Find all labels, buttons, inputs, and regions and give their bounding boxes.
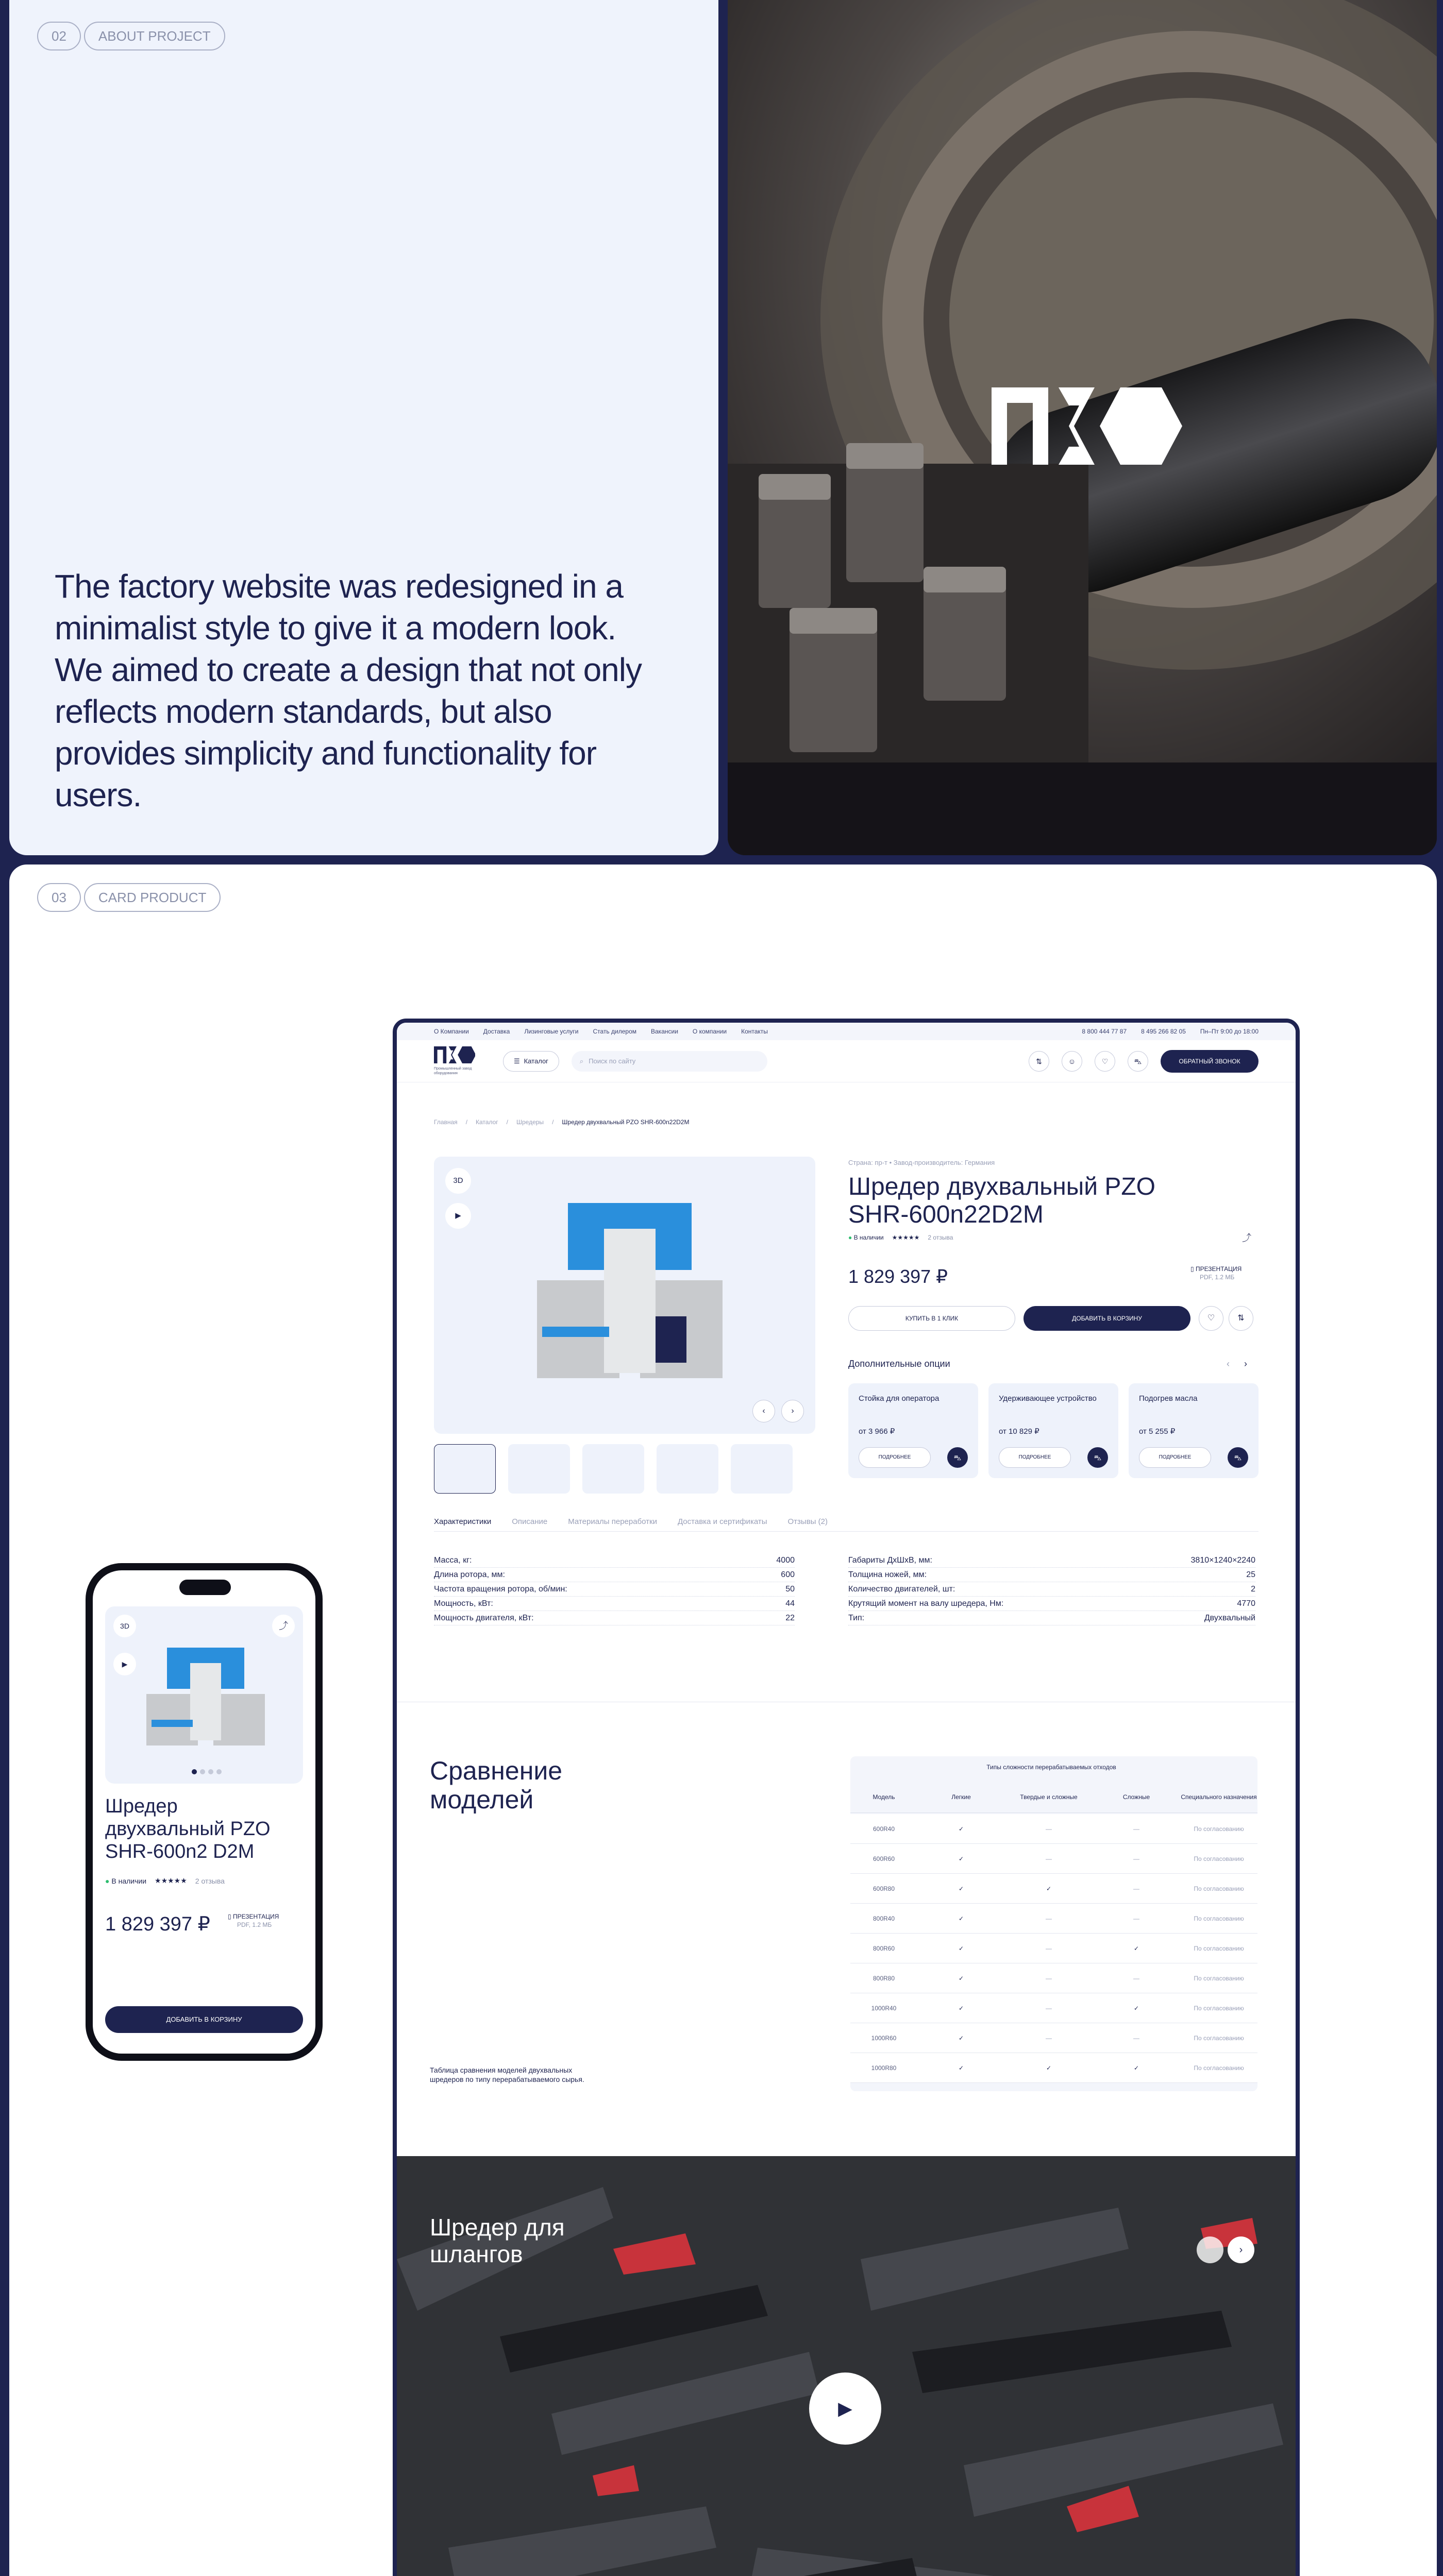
product-tabs	[434, 1517, 1259, 1532]
table-cell: —	[1133, 1974, 1139, 1982]
table-cell: —	[1046, 1825, 1052, 1833]
play-icon[interactable]: ▶	[113, 1653, 136, 1675]
thumbnail[interactable]	[657, 1444, 718, 1494]
phone-number[interactable]: 8 495 266 82 05	[1141, 1028, 1186, 1035]
share-icon[interactable]: ⤴	[272, 1615, 295, 1637]
topbar-link[interactable]: Лизинговые услуги	[524, 1028, 579, 1035]
cart-icon: ⛍	[1228, 1447, 1248, 1468]
column-header: Модель	[872, 1793, 895, 1801]
shredder-image	[527, 1198, 733, 1394]
play-button[interactable]: ▶	[809, 2372, 881, 2445]
table-row	[850, 1844, 1257, 1874]
spec-row: Мощность двигателя, кВт: 22	[434, 1611, 795, 1625]
video-prev-icon[interactable]	[1197, 2236, 1223, 2263]
rating-stars: ★★★★★	[155, 1876, 187, 1885]
pzo-logo-icon	[434, 1046, 475, 1064]
table-cell: ✓	[1046, 2064, 1052, 2072]
share-icon[interactable]: ⤴	[1242, 1233, 1251, 1243]
topbar-link[interactable]: Доставка	[483, 1028, 510, 1035]
table-cell: 1000R60	[871, 2034, 897, 2042]
option-card[interactable]: Подогрев масла от 5 255 ₽ ПОДРОБНЕЕ ⛍	[1129, 1383, 1259, 1478]
topbar-link[interactable]: О компании	[692, 1028, 727, 1035]
options-list	[848, 1383, 1259, 1478]
tab-characteristics[interactable]: Характеристики	[434, 1517, 492, 1526]
breadcrumb-item[interactable]: Шредеры	[516, 1118, 544, 1126]
video-next-icon[interactable]: ›	[1228, 2236, 1254, 2263]
table-row	[850, 1963, 1257, 1993]
callback-button[interactable]: ОБРАТНЫЙ ЗВОНОК	[1161, 1050, 1259, 1073]
specs-left	[434, 1553, 795, 1625]
favorite-icon[interactable]: ♡	[1095, 1051, 1115, 1072]
table-row	[850, 2023, 1257, 2053]
spec-row: Масса, кг: 4000	[434, 1553, 795, 1568]
topbar-link[interactable]: Стать дилером	[593, 1028, 636, 1035]
gallery-thumbnails	[434, 1444, 793, 1494]
stock-status: ● В наличии	[105, 1876, 147, 1885]
table-cell: —	[1046, 1974, 1052, 1982]
table-cell: ✓	[1046, 1885, 1052, 1892]
table-cell: 1000R80	[871, 2064, 897, 2072]
spec-row: Габариты ДхШхВ, мм: 3810×1240×2240	[848, 1553, 1255, 1568]
reviews-link[interactable]: 2 отзыва	[195, 1876, 225, 1885]
menu-icon: ☰	[514, 1057, 520, 1065]
rating-stars: ★★★★★	[892, 1234, 920, 1241]
table-cell: 800R40	[872, 1914, 895, 1922]
table-cell: ✓	[958, 1974, 964, 1982]
product-title: Шредер двухвальный PZO SHR-600n22D2M	[848, 1173, 1156, 1228]
table-cell: —	[1133, 1914, 1139, 1922]
phone-price: 1 829 397 ₽	[105, 1913, 210, 1935]
tab-delivery[interactable]: Доставка и сертификаты	[677, 1517, 767, 1526]
search-icon: ⌕	[579, 1057, 584, 1065]
table-cell: ✓	[958, 2034, 964, 2042]
spec-row: Толщина ножей, мм: 25	[848, 1568, 1255, 1582]
document-icon: ▯	[1190, 1265, 1196, 1273]
breadcrumb: Главная / Каталог / Шредеры / Шредер двухвальный PZO SHR-600n22D2M	[434, 1118, 690, 1126]
table-cell: По согласованию	[1194, 1944, 1244, 1952]
column-header[interactable]: Сложные	[1122, 1793, 1150, 1801]
table-cell: ✓	[958, 1914, 964, 1922]
spec-row: Тип: Двухвальный	[848, 1611, 1255, 1625]
breadcrumb-current: Шредер двухвальный PZO SHR-600n22D2M	[562, 1118, 690, 1126]
reviews-link[interactable]: 2 отзыва	[928, 1234, 953, 1241]
badge-3d[interactable]: 3D	[445, 1168, 471, 1194]
section-number-tag: 02	[37, 22, 81, 50]
top-bar	[397, 1023, 1296, 1040]
cart-icon: ⛍	[947, 1447, 968, 1468]
table-cell: 800R60	[872, 1944, 895, 1952]
table-cell: ✓	[958, 1944, 964, 1952]
options-title: Дополнительные опции	[848, 1359, 950, 1369]
table-row	[850, 1874, 1257, 1904]
table-cell: По согласованию	[1194, 2064, 1244, 2072]
next-arrow-icon[interactable]: ›	[1244, 1359, 1247, 1369]
table-cell: По согласованию	[1194, 1825, 1244, 1833]
tab-reviews[interactable]: Отзывы (2)	[787, 1517, 828, 1526]
topbar-link[interactable]: О Компании	[434, 1028, 469, 1035]
thumbnail[interactable]	[434, 1444, 496, 1494]
about-description: The factory website was redesigned in a minimalist style to give it a modern look. We aimed to create a design that not only reflects modern standards, but also provides simplicity and functionality for users.	[55, 568, 642, 814]
compare-icon[interactable]: ⇅	[1229, 1306, 1253, 1331]
column-header[interactable]: Твердые и сложные	[1020, 1793, 1078, 1801]
table-cell: —	[1046, 1914, 1052, 1922]
desktop-mockup	[393, 1019, 1300, 2576]
video-banner[interactable]	[397, 2156, 1296, 2576]
cart-icon[interactable]: ⛍	[1128, 1051, 1148, 1072]
thumbnail[interactable]	[731, 1444, 793, 1494]
presentation-link[interactable]: ▯ ПРЕЗЕНТАЦИЯ PDF, 1.2 МБ	[1190, 1265, 1242, 1281]
thumbnail[interactable]	[508, 1444, 570, 1494]
gallery-dots[interactable]	[192, 1769, 222, 1774]
cart-icon: ⛍	[1087, 1447, 1108, 1468]
add-to-cart-button[interactable]: ДОБАВИТЬ В КОРЗИНУ	[105, 2006, 303, 2033]
table-cell: —	[1133, 1825, 1139, 1833]
table-cell: ✓	[958, 1855, 964, 1862]
table-cell: По согласованию	[1194, 1914, 1244, 1922]
table-cell: —	[1133, 1855, 1139, 1862]
table-cell: —	[1046, 2004, 1052, 2012]
presentation-link[interactable]: ▯ ПРЕЗЕНТАЦИЯ PDF, 1.2 МБ	[228, 1913, 279, 1928]
table-cell: ✓	[958, 1885, 964, 1892]
table-cell: По согласованию	[1194, 2034, 1244, 2042]
table-cell: 600R60	[872, 1855, 895, 1862]
table-cell: ✓	[958, 2064, 964, 2072]
phone-gallery	[105, 1606, 303, 1784]
compare-icon[interactable]: ⇅	[1029, 1051, 1049, 1072]
search-input[interactable]: ⌕ Поиск по сайту	[572, 1051, 767, 1072]
working-hours: Пн–Пт 9:00 до 18:00	[1200, 1028, 1259, 1035]
document-icon: ▯	[228, 1913, 233, 1920]
breadcrumb-item[interactable]: Каталог	[476, 1118, 498, 1126]
phone-notch	[179, 1580, 231, 1595]
section-label-tag: ABOUT PROJECT	[84, 22, 225, 50]
compare-group-header: Типы сложности перерабатываемых отходов	[986, 1764, 1116, 1771]
specs-right	[848, 1553, 1255, 1625]
table-cell: ✓	[1133, 2004, 1139, 2012]
section-number-tag: 03	[37, 883, 81, 912]
phone-number[interactable]: 8 800 444 77 87	[1082, 1028, 1127, 1035]
prev-arrow-icon[interactable]: ‹	[1227, 1359, 1230, 1369]
spec-row: Количество двигателей, шт: 2	[848, 1582, 1255, 1597]
tab-materials[interactable]: Материалы переработки	[568, 1517, 657, 1526]
table-row	[850, 2053, 1257, 2083]
shredder-image	[141, 1642, 275, 1756]
compare-note: Таблица сравнения моделей двухвальных шредеров по типу перерабатываемого сырья.	[430, 2066, 584, 2083]
spec-row: Мощность, кВт: 44	[434, 1597, 795, 1611]
site-logo[interactable]	[434, 1046, 491, 1076]
table-cell: —	[1133, 2034, 1139, 2042]
logo-caption: Промышленный завод оборудования	[434, 1067, 472, 1075]
compare-table	[850, 1756, 1257, 2091]
favorite-icon[interactable]: ♡	[1199, 1306, 1223, 1331]
topbar-link[interactable]: Контакты	[741, 1028, 768, 1035]
table-row	[850, 1904, 1257, 1934]
buy-one-click-button[interactable]: КУПИТЬ В 1 КЛИК	[848, 1306, 1015, 1331]
next-arrow-icon[interactable]: ›	[781, 1400, 804, 1422]
spec-row: Крутящий момент на валу шредера, Нм: 4770	[848, 1597, 1255, 1611]
play-icon[interactable]: ▶	[445, 1203, 471, 1229]
table-cell: —	[1046, 1855, 1052, 1862]
compare-title: Сравнение моделей	[430, 1756, 563, 1814]
badge-3d[interactable]: 3D	[113, 1615, 136, 1637]
video-title: Шредер для шлангов	[430, 2214, 565, 2267]
table-cell: 1000R40	[871, 2004, 897, 2012]
section-label-tag: CARD PRODUCT	[84, 883, 221, 912]
table-cell: —	[1133, 1885, 1139, 1892]
topbar-link[interactable]: Вакансии	[651, 1028, 678, 1035]
table-cell: 600R40	[872, 1825, 895, 1833]
table-cell: По согласованию	[1194, 1974, 1244, 1982]
table-cell: ✓	[958, 1825, 964, 1833]
table-cell: 800R80	[872, 1974, 895, 1982]
option-card[interactable]: Стойка для оператора от 3 966 ₽ ПОДРОБНЕЕ ⛍	[848, 1383, 978, 1478]
table-cell: По согласованию	[1194, 1855, 1244, 1862]
catalog-button[interactable]: ☰ Каталог	[503, 1051, 559, 1072]
column-header[interactable]: Легкие	[951, 1793, 971, 1801]
thumbnail[interactable]	[582, 1444, 644, 1494]
spec-row: Длина ротора, мм: 600	[434, 1568, 795, 1582]
phone-mockup	[86, 1563, 323, 2061]
table-cell: 600R80	[872, 1885, 895, 1892]
table-row	[850, 1934, 1257, 1963]
machinery-photo	[728, 0, 1437, 855]
table-cell: ✓	[958, 2004, 964, 2012]
account-icon[interactable]: ☺	[1062, 1051, 1082, 1072]
table-cell: ✓	[1133, 2064, 1139, 2072]
table-row	[850, 1993, 1257, 2023]
table-cell: —	[1046, 1944, 1052, 1952]
stock-status: ● В наличии	[848, 1234, 884, 1241]
product-price: 1 829 397 ₽	[848, 1266, 948, 1287]
add-to-cart-button[interactable]: ДОБАВИТЬ В КОРЗИНУ	[1023, 1306, 1190, 1331]
table-cell: По согласованию	[1194, 1885, 1244, 1892]
phone-product-title: Шредер двухвальный PZO SHR-600n2 D2M	[105, 1795, 271, 1862]
site-header	[397, 1040, 1296, 1082]
breadcrumb-item[interactable]: Главная	[434, 1118, 458, 1126]
prev-arrow-icon[interactable]: ‹	[752, 1400, 775, 1422]
table-cell: —	[1046, 2034, 1052, 2042]
table-cell: ✓	[1133, 1944, 1139, 1952]
table-row	[850, 1814, 1257, 1844]
manufacturer-info: Страна: пр-т • Завод-производитель: Германия	[848, 1159, 995, 1166]
option-card[interactable]: Удерживающее устройство от 10 829 ₽ ПОДРОБНЕЕ ⛍	[988, 1383, 1118, 1478]
about-project-card	[9, 0, 718, 855]
spec-row: Частота вращения ротора, об/мин: 50	[434, 1582, 795, 1597]
table-cell: По согласованию	[1194, 2004, 1244, 2012]
product-gallery	[434, 1157, 815, 1434]
tab-description[interactable]: Описание	[512, 1517, 548, 1526]
column-header[interactable]: Специального назначения	[1181, 1793, 1257, 1801]
